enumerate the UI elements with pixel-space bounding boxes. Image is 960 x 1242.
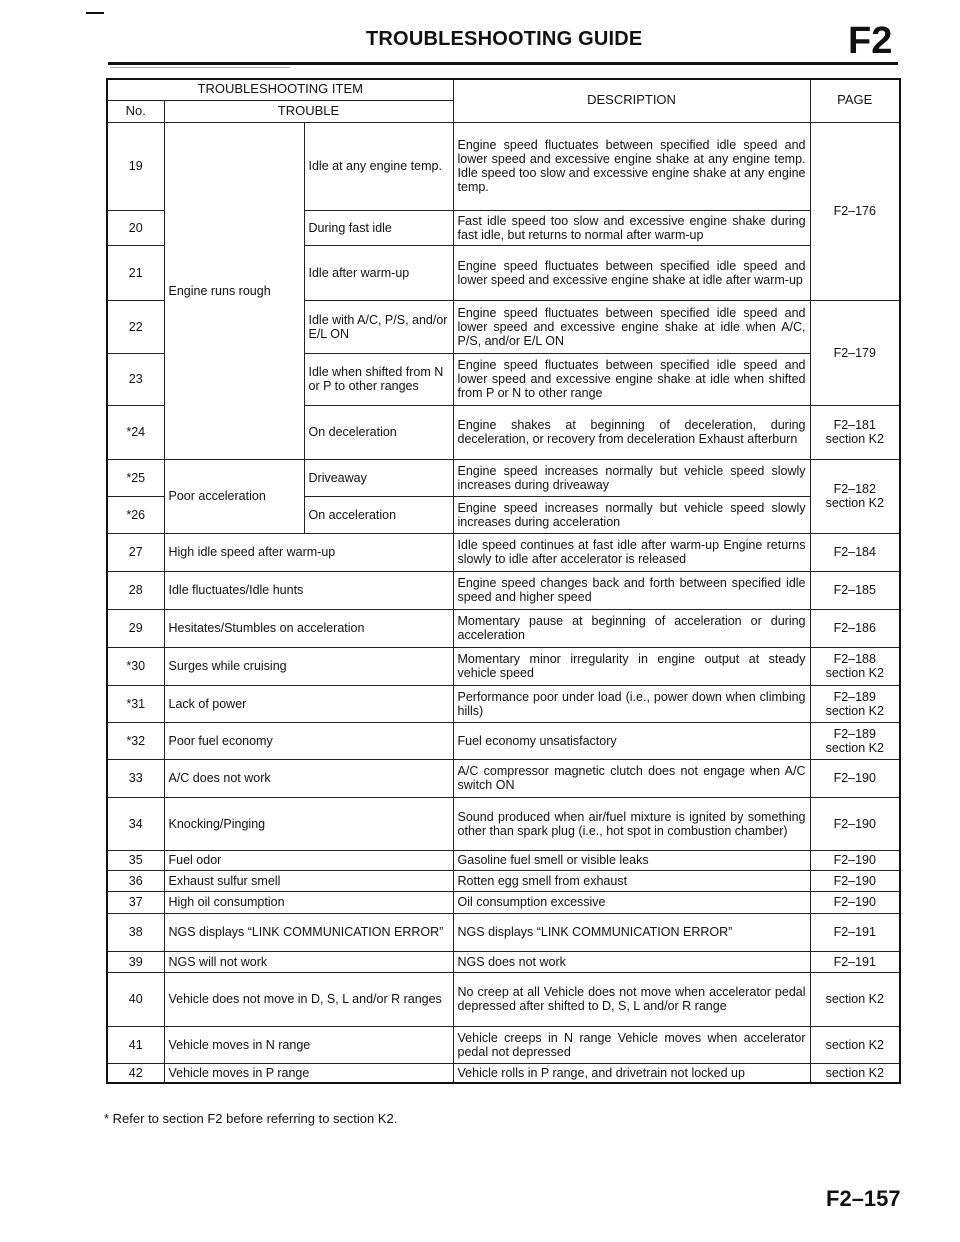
page-cell: section K2 (810, 972, 900, 1026)
trouble-cell: Idle fluctuates/Idle hunts (164, 571, 453, 609)
page-cell: F2–189 section K2 (810, 685, 900, 722)
footnote: * Refer to section F2 before referring to section K2. (104, 1111, 398, 1126)
table-row (107, 647, 900, 685)
row-number: 27 (107, 533, 164, 571)
table-row (107, 609, 900, 647)
description-cell: Gasoline fuel smell or visible leaks (453, 850, 810, 870)
page-number: F2–157 (826, 1186, 901, 1211)
row-number: 42 (107, 1063, 164, 1083)
row-number: 39 (107, 951, 164, 972)
row-number: 21 (107, 245, 164, 300)
description-cell: Engine speed fluctuates between specified idle speed and lower speed and excessive engine shake at idle after warm-up (453, 245, 810, 300)
description-cell: Engine shakes at beginning of deceleration, during deceleration, or recovery from deceleration Exhaust afterburn (453, 405, 810, 459)
description-cell: Engine speed fluctuates between specified idle speed and lower speed and excessive engine shake at idle when A/C, P/S, and/or E/L ON (453, 300, 810, 353)
trouble-cell: NGS will not work (164, 951, 453, 972)
page-cell: F2–185 (810, 571, 900, 609)
row-number: 34 (107, 797, 164, 850)
row-number: *32 (107, 722, 164, 759)
row-number: 28 (107, 571, 164, 609)
trouble-cell: Vehicle does not move in D, S, L and/or R ranges (164, 972, 453, 1026)
trouble-cell: Knocking/Pinging (164, 797, 453, 850)
row-number: 20 (107, 210, 164, 245)
page-cell: F2–190 (810, 870, 900, 891)
row-number: 19 (107, 122, 164, 210)
description-cell: NGS displays “LINK COMMUNICATION ERROR” (453, 913, 810, 951)
trouble-cell: Vehicle moves in N range (164, 1026, 453, 1063)
description-cell: Rotten egg smell from exhaust (453, 870, 810, 891)
table-row (107, 870, 900, 891)
description-cell: Vehicle rolls in P range, and drivetrain not locked up (453, 1063, 810, 1083)
row-number: 29 (107, 609, 164, 647)
header-no: No. (107, 100, 164, 122)
page-title: TROUBLESHOOTING GUIDE (366, 28, 643, 50)
table-row (107, 1026, 900, 1063)
page-cell: F2–184 (810, 533, 900, 571)
description-cell: Oil consumption excessive (453, 891, 810, 913)
page-cell: F2–190 (810, 759, 900, 797)
table-row (107, 571, 900, 609)
description-cell: No creep at all Vehicle does not move when accelerator pedal depressed after shifted to D, S, L and/or R range (453, 972, 810, 1026)
ghost-rule (110, 67, 290, 68)
trouble-cell: A/C does not work (164, 759, 453, 797)
description-cell: Vehicle creeps in N range Vehicle moves when accelerator pedal not depressed (453, 1026, 810, 1063)
description-cell: Performance poor under load (i.e., power down when climbing hills) (453, 685, 810, 722)
table-row (107, 759, 900, 797)
sub-trouble: Idle with A/C, P/S, and/or E/L ON (304, 300, 453, 353)
sub-trouble: During fast idle (304, 210, 453, 245)
page-cell: F2–191 (810, 951, 900, 972)
row-number: *26 (107, 496, 164, 533)
corner-mark (86, 12, 104, 14)
table-row (107, 533, 900, 571)
trouble-group-poor-acceleration: Poor acceleration (164, 459, 304, 533)
trouble-cell: Surges while cruising (164, 647, 453, 685)
trouble-cell: Lack of power (164, 685, 453, 722)
sub-trouble: Idle when shifted from N or P to other ranges (304, 353, 453, 405)
sub-trouble: Idle after warm-up (304, 245, 453, 300)
table-row (107, 459, 900, 496)
row-number: 22 (107, 300, 164, 353)
header-troubleshooting-item: TROUBLESHOOTING ITEM (107, 79, 453, 100)
description-cell: Fuel economy unsatisfactory (453, 722, 810, 759)
description-cell: Engine speed fluctuates between specified idle speed and lower speed and excessive engine shake at any engine temp. Idle speed too slow and excessive engine shake at any engine temp. (453, 122, 810, 210)
row-number: *24 (107, 405, 164, 459)
description-cell: Idle speed continues at fast idle after warm-up Engine returns slowly to idle after accelerator is released (453, 533, 810, 571)
header-description: DESCRIPTION (453, 79, 810, 122)
sub-trouble: On deceleration (304, 405, 453, 459)
row-number: 33 (107, 759, 164, 797)
row-number: 38 (107, 913, 164, 951)
header-trouble: TROUBLE (164, 100, 453, 122)
description-cell: Sound produced when air/fuel mixture is ignited by something other than spark plug (i.e., hot spot in combustion chamber) (453, 797, 810, 850)
trouble-cell: Poor fuel economy (164, 722, 453, 759)
section-code: F2 (848, 20, 893, 62)
row-number: *25 (107, 459, 164, 496)
table-row (107, 122, 900, 210)
page-cell: F2–189 section K2 (810, 722, 900, 759)
table-row (107, 1063, 900, 1083)
page-cell: F2–179 (810, 300, 900, 405)
description-cell: Engine speed changes back and forth between specified idle speed and higher speed (453, 571, 810, 609)
table-row (107, 722, 900, 759)
description-cell: Momentary pause at beginning of acceleration or during acceleration (453, 609, 810, 647)
page-cell: F2–191 (810, 913, 900, 951)
page-cell: F2–181 section K2 (810, 405, 900, 459)
table-row (107, 685, 900, 722)
page-cell: F2–190 (810, 850, 900, 870)
page-cell: F2–176 (810, 122, 900, 300)
description-cell: Fast idle speed too slow and excessive engine shake during fast idle, but returns to normal after warm-up (453, 210, 810, 245)
sub-trouble: Idle at any engine temp. (304, 122, 453, 210)
row-number: 23 (107, 353, 164, 405)
table-row (107, 797, 900, 850)
page-cell: F2–186 (810, 609, 900, 647)
row-number: *30 (107, 647, 164, 685)
sub-trouble: On acceleration (304, 496, 453, 533)
table-row (107, 891, 900, 913)
row-number: 37 (107, 891, 164, 913)
description-cell: A/C compressor magnetic clutch does not engage when A/C switch ON (453, 759, 810, 797)
row-number: 41 (107, 1026, 164, 1063)
trouble-cell: NGS displays “LINK COMMUNICATION ERROR” (164, 913, 453, 951)
page-cell: F2–190 (810, 891, 900, 913)
trouble-cell: Fuel odor (164, 850, 453, 870)
trouble-cell: Hesitates/Stumbles on acceleration (164, 609, 453, 647)
troubleshooting-table (106, 78, 901, 1084)
trouble-cell: Exhaust sulfur smell (164, 870, 453, 891)
table-row (107, 972, 900, 1026)
page-cell: F2–188 section K2 (810, 647, 900, 685)
trouble-cell: High oil consumption (164, 891, 453, 913)
description-cell: Engine speed increases normally but vehicle speed slowly increases during acceleration (453, 496, 810, 533)
trouble-group-engine-runs-rough: Engine runs rough (164, 122, 304, 459)
description-cell: Momentary minor irregularity in engine output at steady vehicle speed (453, 647, 810, 685)
page-cell: F2–190 (810, 797, 900, 850)
sub-trouble: Driveaway (304, 459, 453, 496)
row-number: 35 (107, 850, 164, 870)
description-cell: Engine speed fluctuates between specified idle speed and lower speed and excessive engine shake at idle when shifted from P or N to other range (453, 353, 810, 405)
header-page: PAGE (810, 79, 900, 122)
table-row (107, 951, 900, 972)
trouble-cell: Vehicle moves in P range (164, 1063, 453, 1083)
description-cell: NGS does not work (453, 951, 810, 972)
table-row (107, 913, 900, 951)
row-number: 36 (107, 870, 164, 891)
header-rule (108, 62, 898, 65)
trouble-cell: High idle speed after warm-up (164, 533, 453, 571)
page-cell: section K2 (810, 1026, 900, 1063)
table-row (107, 850, 900, 870)
row-number: *31 (107, 685, 164, 722)
row-number: 40 (107, 972, 164, 1026)
page-cell: section K2 (810, 1063, 900, 1083)
page-cell: F2–182 section K2 (810, 459, 900, 533)
description-cell: Engine speed increases normally but vehicle speed slowly increases during driveaway (453, 459, 810, 496)
